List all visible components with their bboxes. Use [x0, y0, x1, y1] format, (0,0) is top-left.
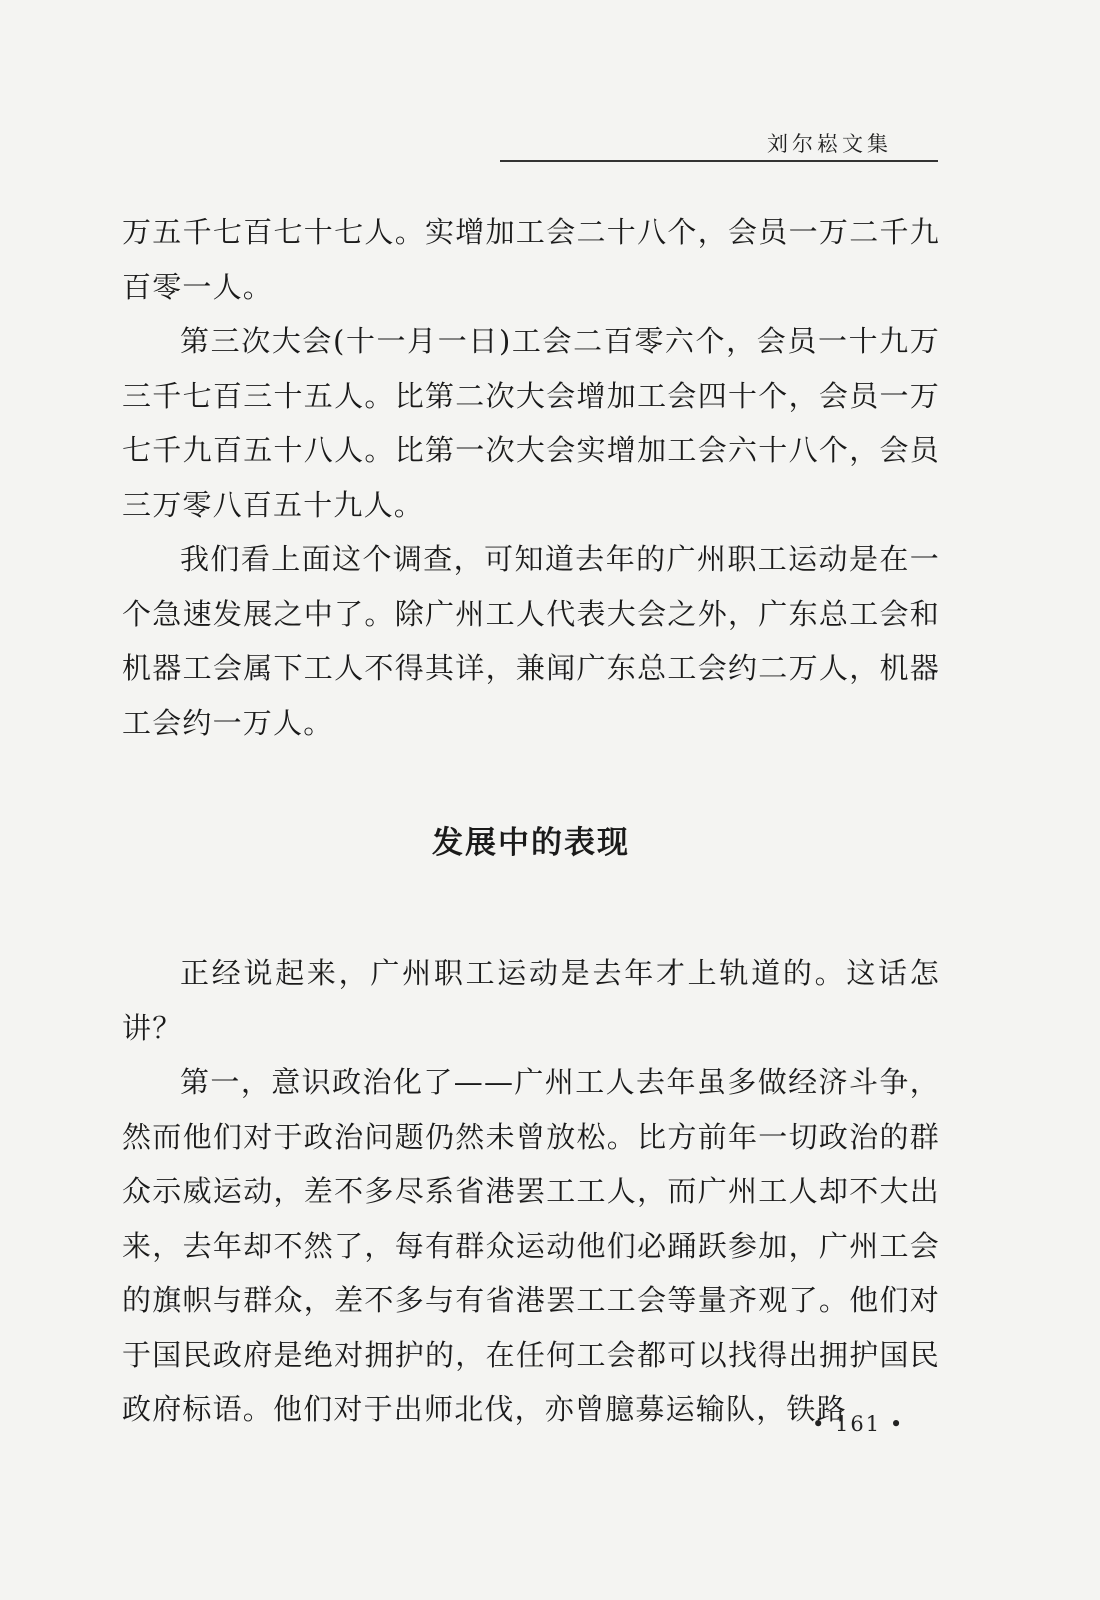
paragraph-5: 第一，意识政治化了——广州工人去年虽多做经济斗争，然而他们对于政治问题仍然未曾放松。比方前年一切政治的群众示威运动，差不多尽系省港罢工工人，而广州工人却不大出来，去年却不然了，每有群众运动他们必踊跃参加，广州工会的旗帜与群众，差不多与有省港罢工工会等量齐观了。他们对于国民政府是绝对拥护的，在任何工会都可以找得出拥护国民政府标语。他们对于出师北伐，亦曾臆募运输队，铁路 — [122, 1065, 940, 1426]
header-rule — [500, 160, 938, 162]
section-title: 发展中的表现 — [432, 825, 630, 861]
paragraph-4: 正经说起来，广州职工运动是去年才上轨道的。这话怎讲？ — [122, 956, 940, 1045]
paragraph-1: 万五千七百七十七人。实增加工会二十八个，会员一万二千九百零一人。 — [122, 215, 940, 304]
body-text — [122, 205, 940, 1437]
running-header-title: 刘尔崧文集 — [767, 132, 892, 156]
paragraph-3: 我们看上面这个调查，可知道去年的广州职工运动是在一个急速发展之中了。除广州工人代表大会之外，广东总工会和机器工会属下工人不得其详，兼闻广东总工会约二万人，机器工会约一万人。 — [122, 542, 940, 740]
page-number: • 161 • — [812, 1412, 905, 1436]
paragraph-2: 第三次大会(十一月一日)工会二百零六个，会员一十九万三千七百三十五人。比第二次大会增加工会四十个，会员一万七千九百五十八人。比第一次大会实增加工会六十八个，会员三万零八百五十九人。 — [122, 324, 940, 522]
spacer — [122, 750, 940, 816]
spacer — [122, 870, 940, 946]
